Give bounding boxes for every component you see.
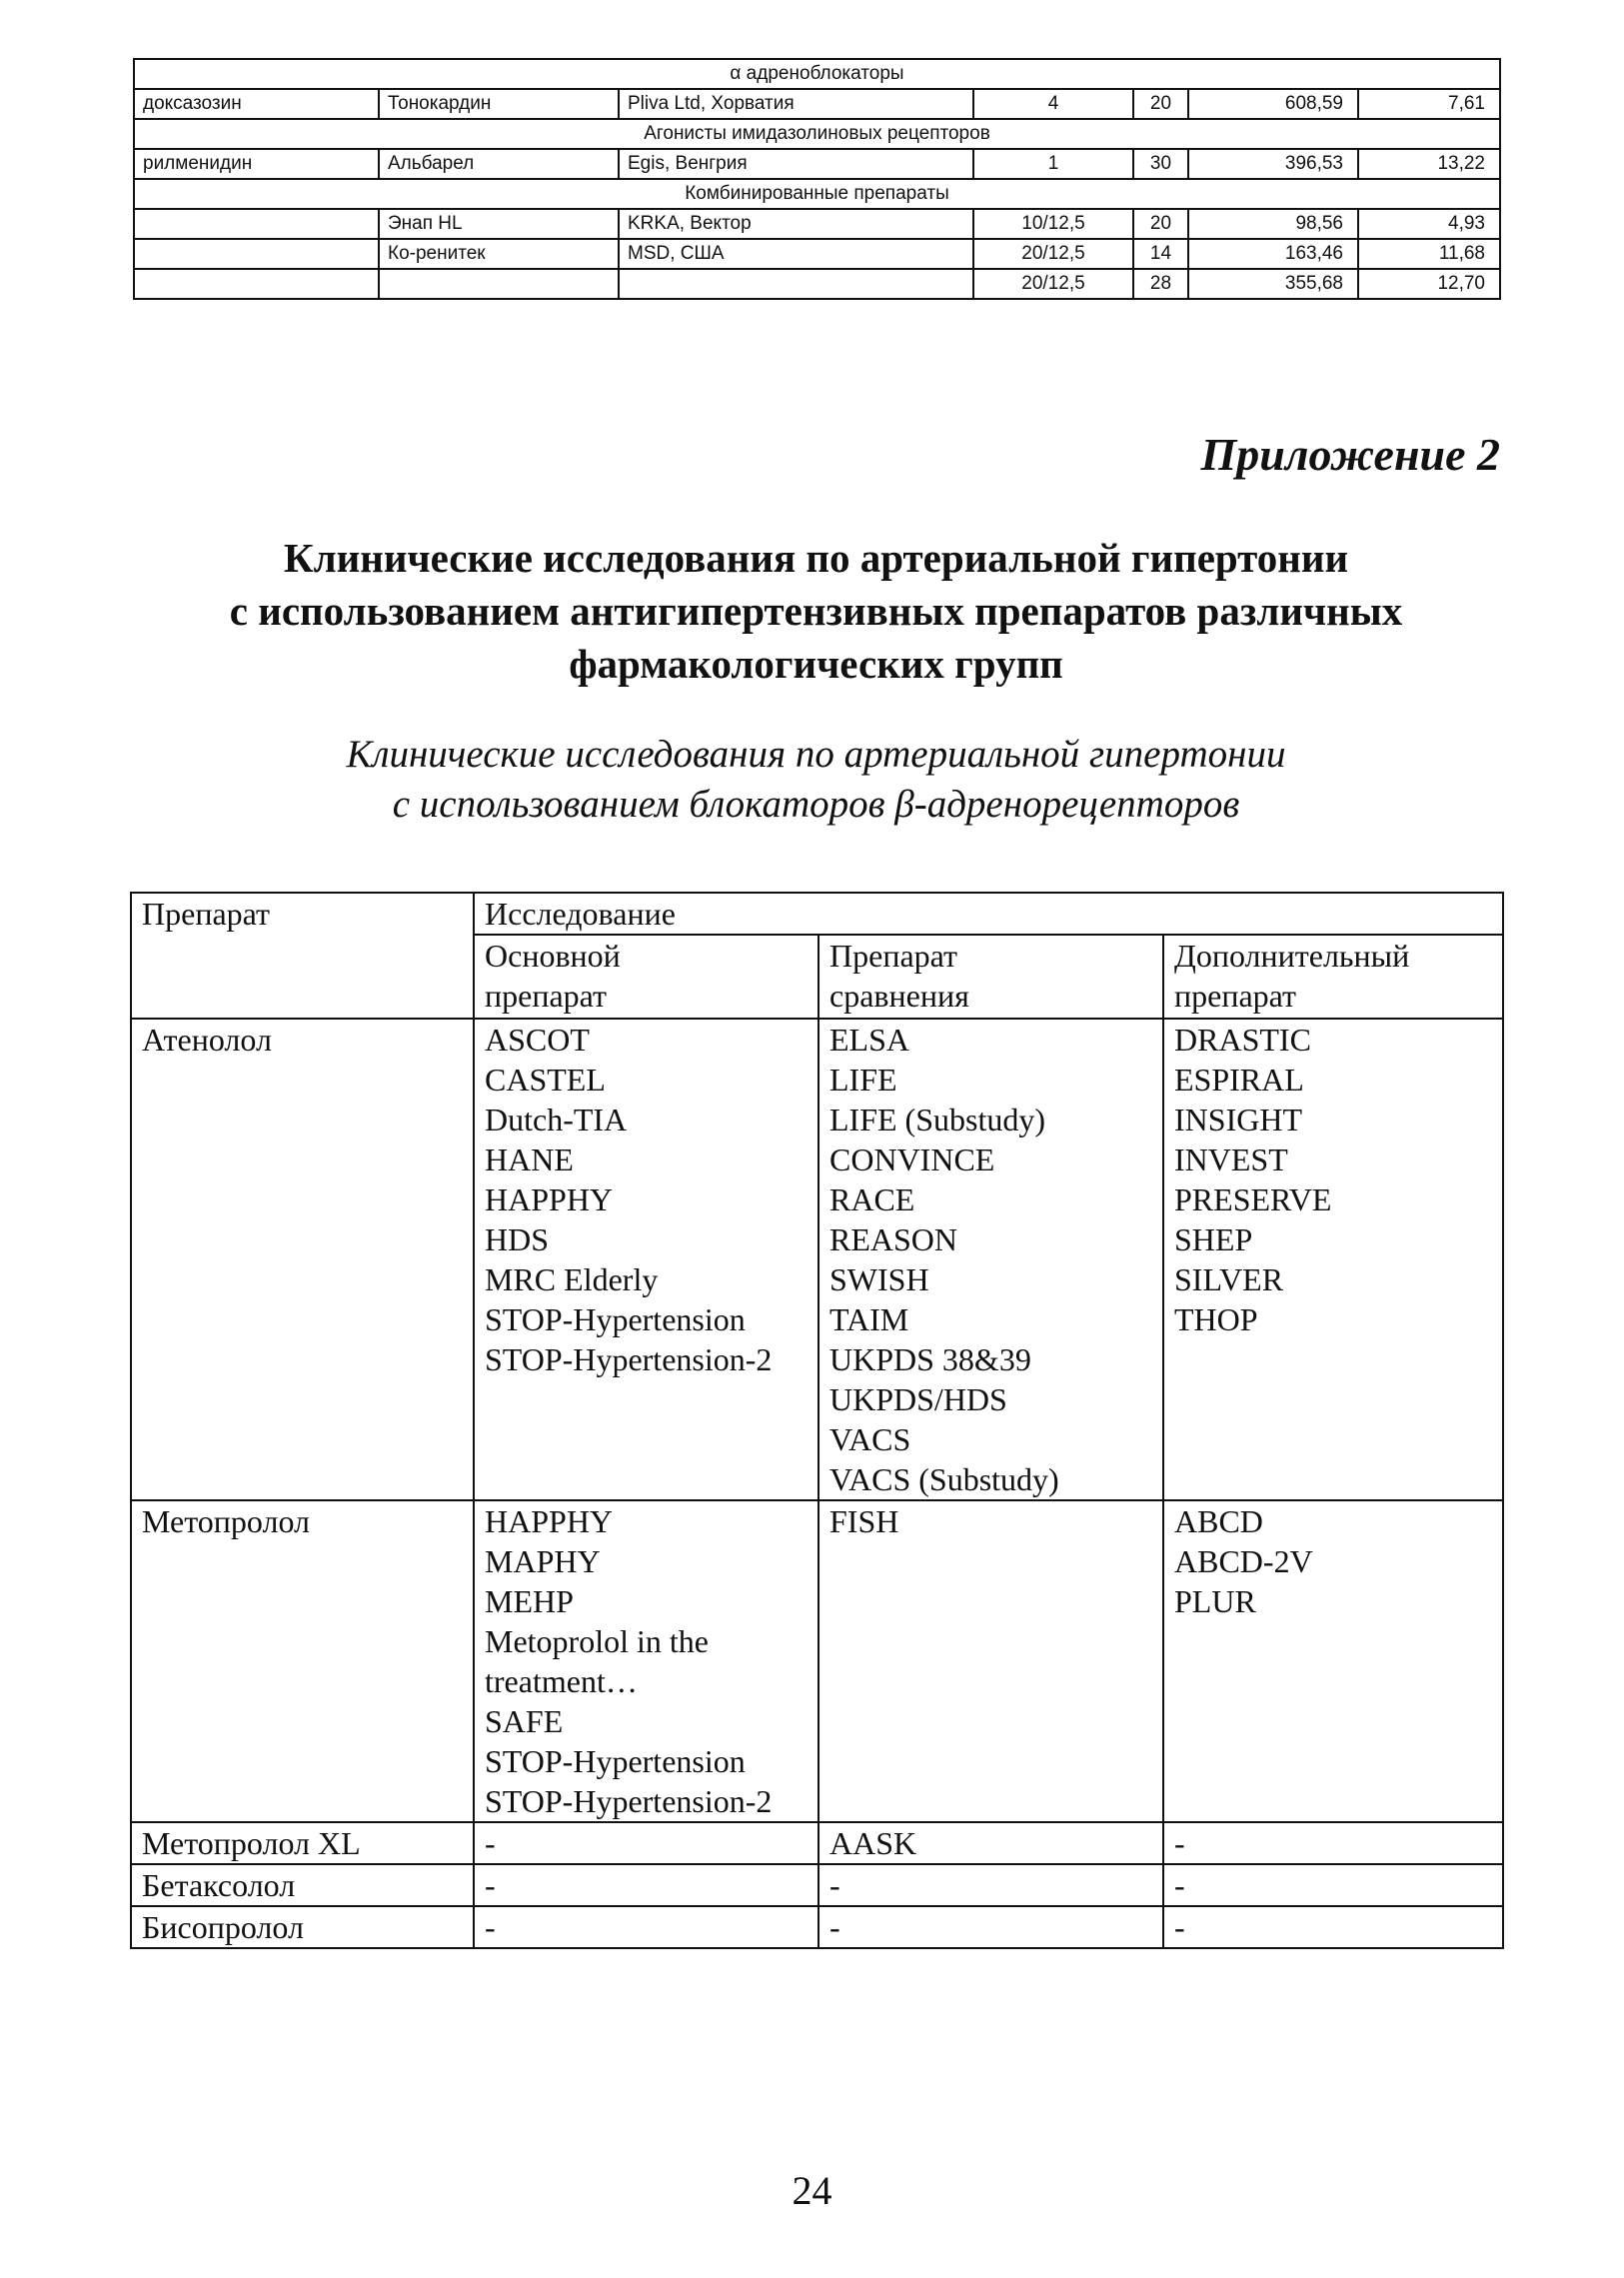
section-title: α адреноблокаторы [134, 59, 1500, 89]
study-name: STOP-Hypertension-2 [485, 1783, 773, 1819]
study-name: - [485, 1825, 496, 1861]
study-name: CONVINCE [829, 1141, 995, 1177]
section-title: Комбинированные препараты [134, 179, 1500, 209]
price-table-body [134, 59, 1500, 299]
study-name: DRASTIC [1174, 1022, 1311, 1058]
table-cell: 7,61 [1358, 89, 1500, 119]
table-row [131, 1019, 1503, 1500]
table-cell: 396,53 [1188, 149, 1358, 179]
header-additional-drug: Дополнительный препарат [1163, 935, 1503, 1019]
study-name: THOP [1174, 1301, 1258, 1337]
drug-name: Бетаксолол [131, 1864, 474, 1906]
table-caption [133, 730, 1499, 830]
table-cell: Pliva Ltd, Хорватия [619, 89, 973, 119]
study-name: PLUR [1174, 1583, 1256, 1619]
section-title: Агонисты имидазолиновых рецепторов [134, 119, 1500, 149]
table-cell: Тонокардин [379, 89, 619, 119]
study-name: RACE [829, 1181, 915, 1217]
study-name: - [1174, 1867, 1185, 1903]
main-title-line: Клинические исследования по артериальной гипертонии [283, 535, 1349, 581]
study-name: AASK [829, 1825, 917, 1861]
table-cell: 163,46 [1188, 239, 1358, 269]
study-name: MAPHY [485, 1543, 601, 1579]
study-name: ESPIRAL [1174, 1062, 1304, 1098]
study-name: HAPPHY [485, 1181, 614, 1217]
drug-name: Атенолол [131, 1019, 474, 1500]
table-cell: KRKA, Вектор [619, 209, 973, 239]
study-name: MEHP [485, 1583, 574, 1619]
study-name: ABCD [1174, 1503, 1263, 1539]
table-cell: 20/12,5 [973, 269, 1133, 299]
study-name: HANE [485, 1141, 574, 1177]
table-cell [134, 269, 379, 299]
study-name: SAFE [485, 1703, 564, 1739]
study-name: - [485, 1867, 496, 1903]
study-name: MRC Elderly [485, 1261, 659, 1297]
header-study: Исследование [474, 893, 1503, 935]
table-row [131, 1906, 1503, 1948]
comparison-studies [818, 1906, 1163, 1948]
study-name: Metoprolol in the [485, 1623, 709, 1659]
table-cell: 20/12,5 [973, 239, 1133, 269]
study-name: INSIGHT [1174, 1102, 1302, 1138]
additional-drug-studies [1163, 1822, 1503, 1864]
table-cell: 11,68 [1358, 239, 1500, 269]
table-cell: 20 [1133, 89, 1188, 119]
table-cell: 30 [1133, 149, 1188, 179]
study-name: LIFE (Substudy) [829, 1102, 1045, 1138]
study-name: VACS [829, 1421, 911, 1457]
table-cell [379, 269, 619, 299]
study-name: UKPDS 38&39 [829, 1341, 1031, 1377]
additional-drug-studies [1163, 1864, 1503, 1906]
table-cell: 98,56 [1188, 209, 1358, 239]
table-cell: 4 [973, 89, 1133, 119]
study-name: - [485, 1909, 496, 1945]
additional-drug-studies [1163, 1906, 1503, 1948]
study-name: STOP-Hypertension [485, 1743, 746, 1779]
header-row [131, 893, 1503, 935]
section-row [134, 179, 1500, 209]
main-drug-studies [474, 1500, 818, 1822]
main-drug-studies [474, 1906, 818, 1948]
study-name: STOP-Hypertension [485, 1301, 746, 1337]
study-name: treatment… [485, 1663, 638, 1699]
study-name: VACS (Substudy) [829, 1461, 1059, 1497]
table-cell: 608,59 [1188, 89, 1358, 119]
table-row [131, 1500, 1503, 1822]
appendix-label: Приложение 2 [1200, 429, 1500, 480]
table-caption-line: с использованием блокаторов β-адренорецепторов [392, 783, 1240, 826]
table-row [134, 209, 1500, 239]
header-drug: Препарат [131, 893, 474, 1019]
comparison-studies [818, 1500, 1163, 1822]
study-name: PRESERVE [1174, 1181, 1332, 1217]
main-drug-studies [474, 1822, 818, 1864]
study-name: FISH [829, 1503, 899, 1539]
study-name: ELSA [829, 1022, 909, 1058]
table-row [134, 149, 1500, 179]
table-cell [619, 269, 973, 299]
table-cell: 1 [973, 149, 1133, 179]
table-row [134, 239, 1500, 269]
table-cell: 4,93 [1358, 209, 1500, 239]
study-name: Dutch-TIA [485, 1102, 628, 1138]
study-name: UKPDS/HDS [829, 1381, 1007, 1417]
table-cell: 14 [1133, 239, 1188, 269]
study-name: - [829, 1909, 840, 1945]
study-name: ABCD-2V [1174, 1543, 1313, 1579]
table-cell: 28 [1133, 269, 1188, 299]
page-number: 24 [792, 2168, 832, 2213]
study-name: STOP-Hypertension-2 [485, 1341, 773, 1377]
study-name: REASON [829, 1221, 958, 1257]
table-cell: доксазозин [134, 89, 379, 119]
table-row [134, 89, 1500, 119]
study-name: INVEST [1174, 1141, 1288, 1177]
study-name: - [829, 1867, 840, 1903]
comparison-studies [818, 1822, 1163, 1864]
study-name: LIFE [829, 1062, 897, 1098]
study-name: - [1174, 1909, 1185, 1945]
study-name: HAPPHY [485, 1503, 614, 1539]
table-cell: Альбарел [379, 149, 619, 179]
study-name: SHEP [1174, 1221, 1253, 1257]
drug-name: Метопролол XL [131, 1822, 474, 1864]
additional-drug-studies [1163, 1500, 1503, 1822]
table-caption-line: Клинические исследования по артериальной гипертонии [346, 733, 1286, 776]
header-comparison-drug: Препарат сравнения [818, 935, 1163, 1019]
studies-table [130, 892, 1504, 1949]
table-cell: Ко-ренитек [379, 239, 619, 269]
table-cell: 13,22 [1358, 149, 1500, 179]
table-cell: 10/12,5 [973, 209, 1133, 239]
comparison-studies [818, 1019, 1163, 1500]
study-name: - [1174, 1825, 1185, 1861]
study-name: CASTEL [485, 1062, 606, 1098]
comparison-studies [818, 1864, 1163, 1906]
table-row [134, 269, 1500, 299]
main-title-line: с использованием антигипертензивных препаратов различных [229, 588, 1403, 634]
study-name: HDS [485, 1221, 550, 1257]
study-name: ASCOT [485, 1022, 590, 1058]
drug-name: Метопролол [131, 1500, 474, 1822]
main-title [133, 532, 1499, 691]
table-cell [134, 239, 379, 269]
table-cell: рилменидин [134, 149, 379, 179]
main-drug-studies [474, 1864, 818, 1906]
study-name: SILVER [1174, 1261, 1284, 1297]
studies-table-body [131, 893, 1503, 1948]
price-table [133, 58, 1501, 300]
section-row [134, 59, 1500, 89]
study-name: SWISH [829, 1261, 929, 1297]
main-drug-studies [474, 1019, 818, 1500]
table-cell: 355,68 [1188, 269, 1358, 299]
section-row [134, 119, 1500, 149]
study-name: TAIM [829, 1301, 909, 1337]
main-title-line: фармакологических групп [569, 641, 1063, 687]
header-main-drug: Основной препарат [474, 935, 818, 1019]
table-cell: MSD, США [619, 239, 973, 269]
drug-name: Бисопролол [131, 1906, 474, 1948]
additional-drug-studies [1163, 1019, 1503, 1500]
table-row [131, 1822, 1503, 1864]
table-row [131, 1864, 1503, 1906]
table-cell: 20 [1133, 209, 1188, 239]
table-cell: Egis, Венгрия [619, 149, 973, 179]
table-cell: 12,70 [1358, 269, 1500, 299]
table-cell: Энап HL [379, 209, 619, 239]
table-cell [134, 209, 379, 239]
